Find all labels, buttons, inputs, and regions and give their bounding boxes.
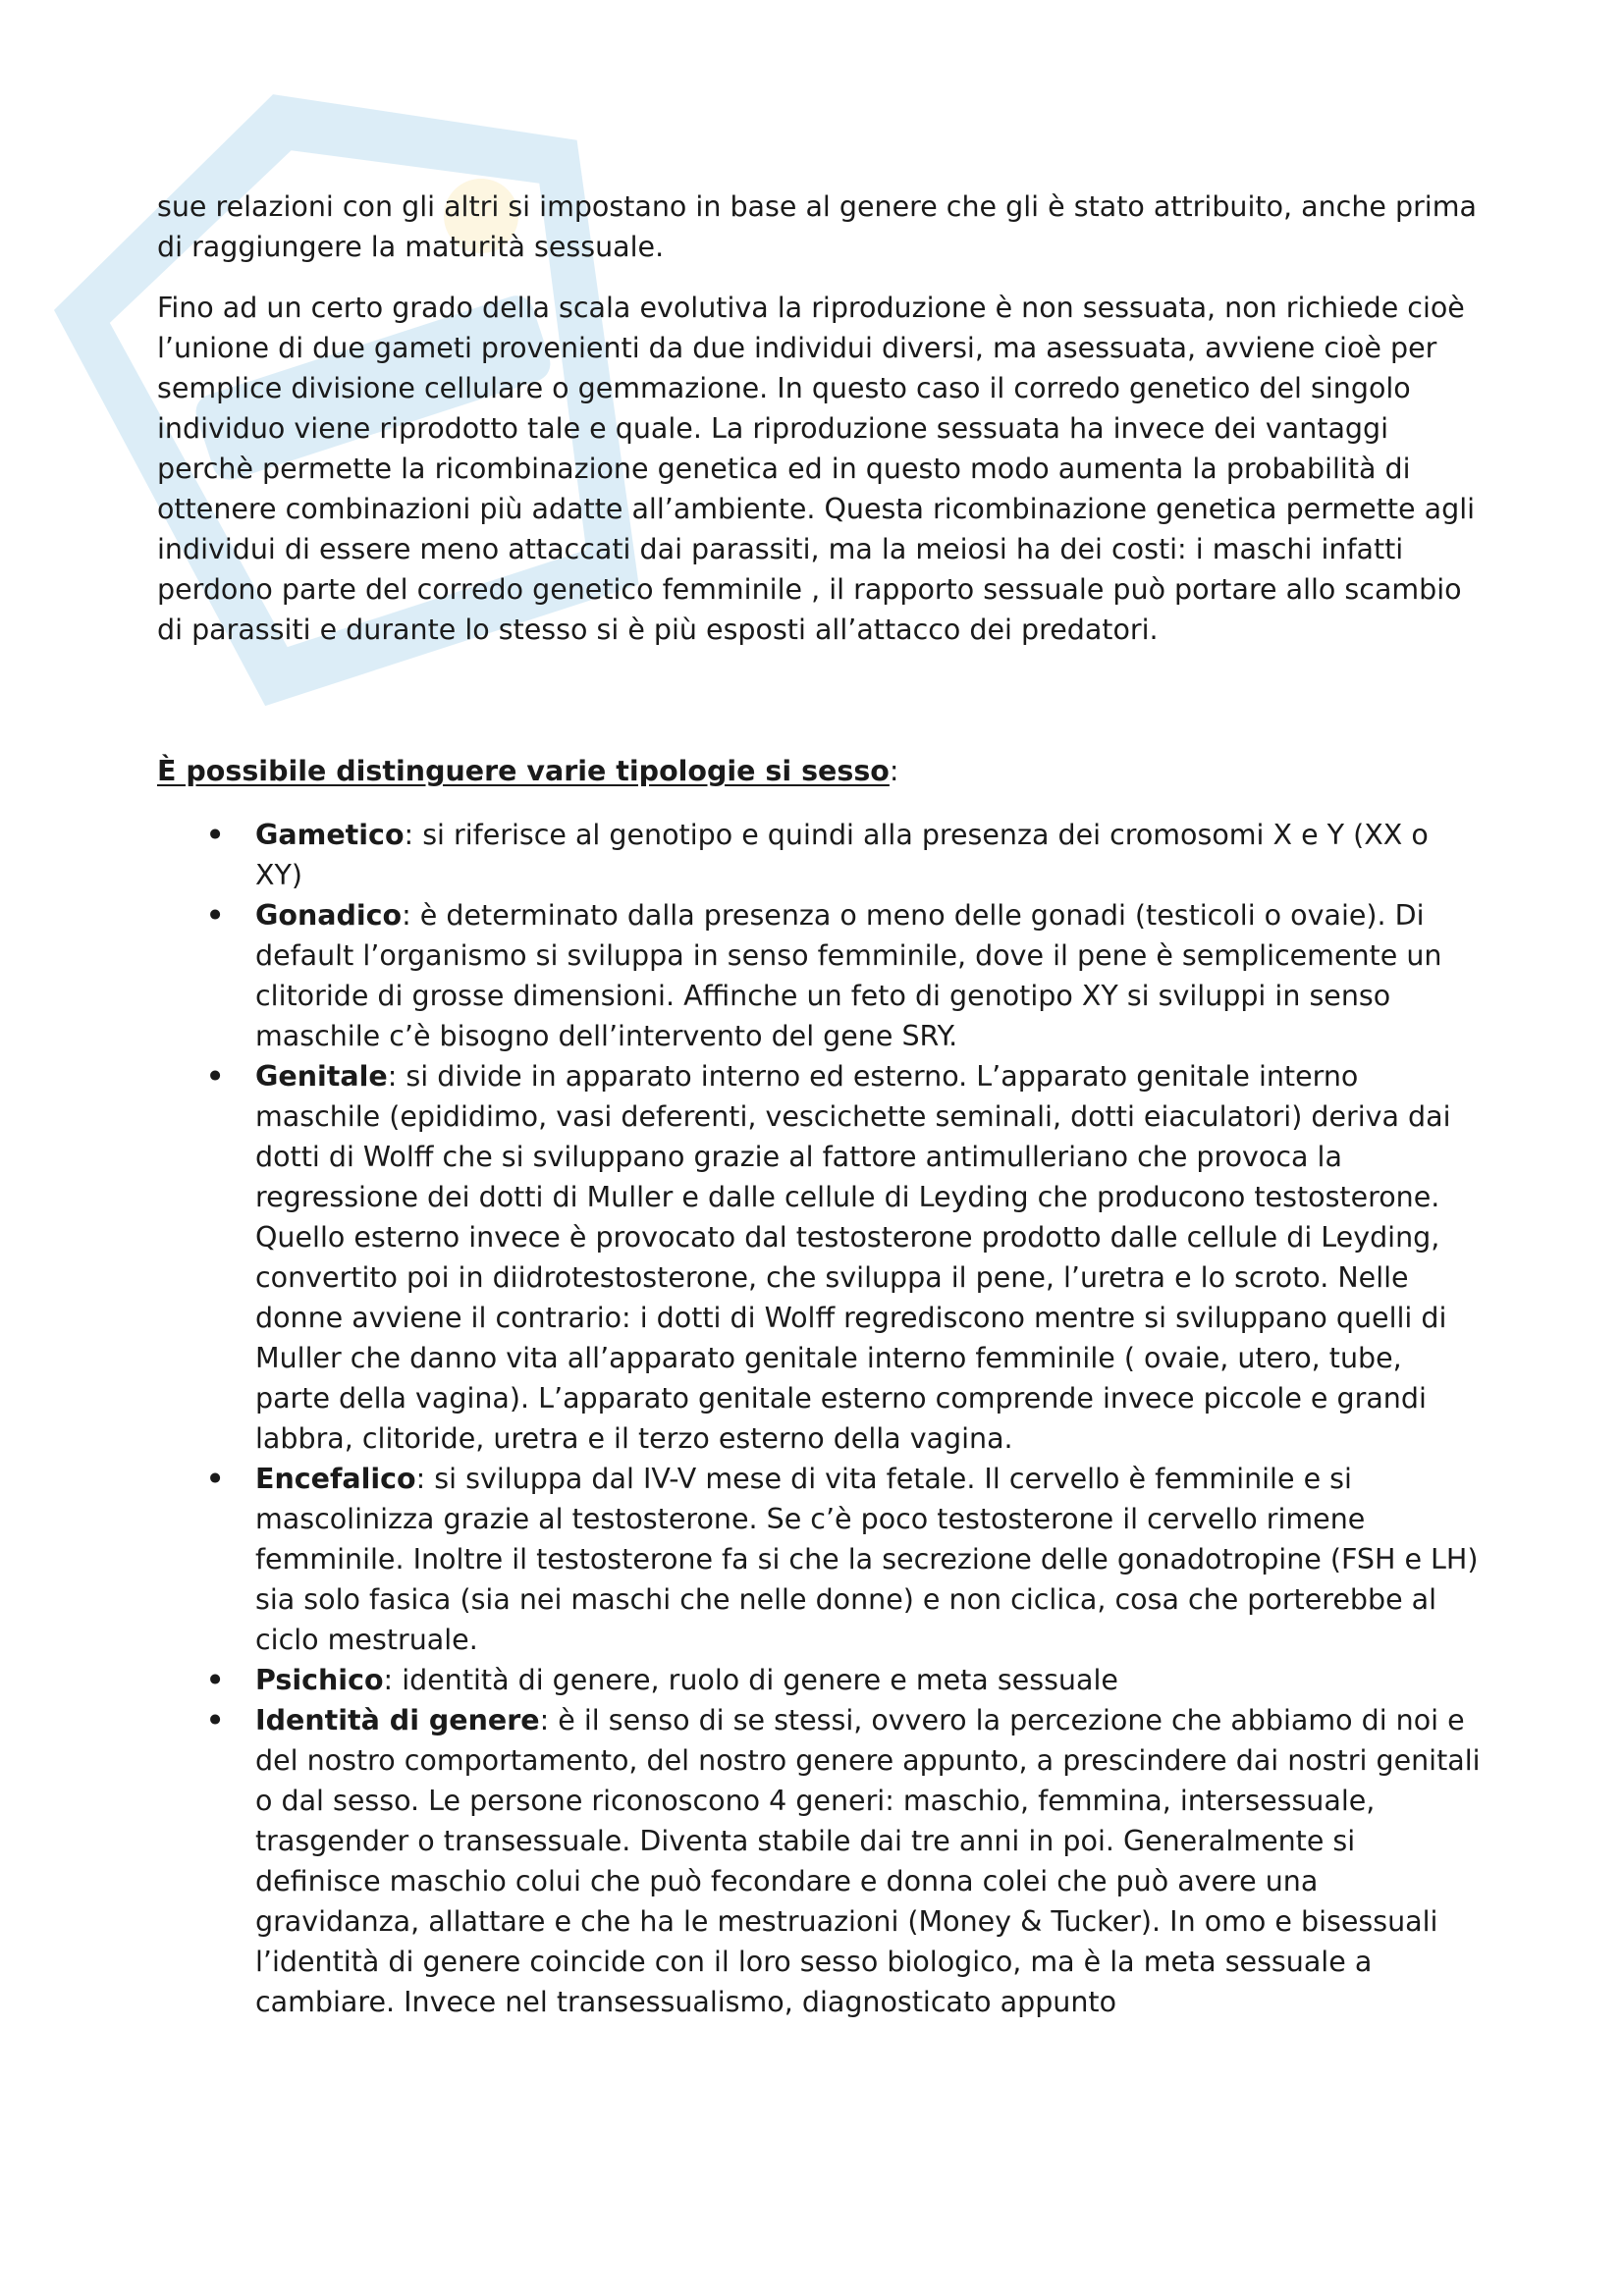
section-heading-text: È possibile distinguere varie tipologie si sesso [157,755,890,787]
list-item-gonadico [157,895,1483,1056]
list-item-encefalico [157,1459,1483,1660]
list-item-term: Encefalico [255,1463,416,1495]
list-item-text: : si sviluppa dal IV-V mese di vita fetale. Il cervello è femminile e si mascolinizza grazie al testosterone. Se c’è poco testosterone il cervello rimene femminile. Inoltre il testosterone fa si che la secrezione delle gonadotropine (FSH e LH) sia solo fasica (sia nei maschi che nelle donne) e non ciclica, cosa che porterebbe al ciclo mestruale. [255,1463,1479,1656]
paragraph-intro: sue relazioni con gli altri si impostano in base al genere che gli è stato attribuito, anche prima di raggiungere la maturità sessuale. [157,190,1477,263]
document-body [157,187,1483,2022]
bullet-icon: • [206,1664,225,1696]
list-item-term: Gametico [255,819,405,851]
list-item-term: Identità di genere [255,1704,540,1736]
bullet-icon: • [206,819,225,851]
sex-types-list [157,815,1483,2022]
list-item-term: Gonadico [255,899,403,932]
list-item-text: : identità di genere, ruolo di genere e meta sessuale [383,1664,1118,1696]
list-item-term: Genitale [255,1060,388,1093]
bullet-icon: • [206,1463,225,1495]
list-item-gametico [157,815,1483,895]
list-item-term: Psichico [255,1664,384,1696]
list-item-psichico [157,1660,1483,1700]
section-heading [157,751,1483,791]
list-item-genitale [157,1056,1483,1459]
bullet-icon: • [206,899,225,932]
list-item-text: : si riferisce al genotipo e quindi alla presenza dei cromosomi X e Y (XX o XY) [255,819,1429,891]
bullet-icon: • [206,1060,225,1093]
bullet-icon: • [206,1704,225,1736]
list-item-text: : si divide in apparato interno ed esterno. L’apparato genitale interno maschile (epididimo, vasi deferenti, vescichette seminali, dotti eiaculatori) deriva dai dotti di Wolff che si sviluppano grazie al fattore antimulleriano che provoca la regressione dei dotti di Muller e dalle cellule di Leyding che producono testosterone. Quello esterno invece è provocato dal testosterone prodotto dalle cellule di Leyding, convertito poi in diidrotestosterone, che sviluppa il pene, l’uretra e lo scroto. Nelle donne avviene il contrario: i dotti di Wolff regrediscono mentre si sviluppano quelli di Muller che danno vita all’apparato genitale interno femminile ( ovaie, utero, tube, parte della vagina). L’apparato genitale esterno comprende invece piccole e grandi labbra, clitoride, uretra e il terzo esterno della vagina. [255,1060,1451,1455]
list-item-identita-di-genere [157,1700,1483,2022]
list-item-text: : è determinato dalla presenza o meno delle gonadi (testicoli o ovaie). Di default l’organismo si sviluppa in senso femminile, dove il pene è semplicemente un clitoride di grosse dimensioni. Affinche un feto di genotipo XY si sviluppi in senso maschile c’è bisogno dell’intervento del gene SRY. [255,899,1442,1052]
paragraph-reproduction: Fino ad un certo grado della scala evolutiva la riproduzione è non sessuata, non richiede cioè l’unione di due gameti provenienti da due individui diversi, ma asessuata, avviene cioè per semplice divisione cellulare o gemmazione. In questo caso il corredo genetico del singolo individuo viene riprodotto tale e quale. La riproduzione sessuata ha invece dei vantaggi perchè permette la ricombinazione genetica ed in questo modo aumenta la probabilità di ottenere combinazioni più adatte all’ambiente. Questa ricombinazione genetica permette agli individui di essere meno attaccati dai parassiti, ma la meiosi ha dei costi: i maschi infatti perdono parte del corredo genetico femminile , il rapporto sessuale può portare allo scambio di parassiti e durante lo stesso si è più esposti all’attacco dei predatori. [157,292,1476,646]
section-heading-suffix: : [889,755,899,787]
list-item-text: : è il senso di se stessi, ovvero la percezione che abbiamo di noi e del nostro comportamento, del nostro genere appunto, a prescindere dai nostri genitali o dal sesso. Le persone riconoscono 4 generi: maschio, femmina, intersessuale, trasgender o transessuale. Diventa stabile dai tre anni in poi. Generalmente si definisce maschio colui che può fecondare e donna colei che può avere una gravidanza, allattare e che ha le mestruazioni (Money & Tucker). In omo e bisessuali l’identità di genere coincide con il loro sesso biologico, ma è la meta sessuale a cambiare. Invece nel transessualismo, diagnosticato appunto [255,1704,1481,2018]
